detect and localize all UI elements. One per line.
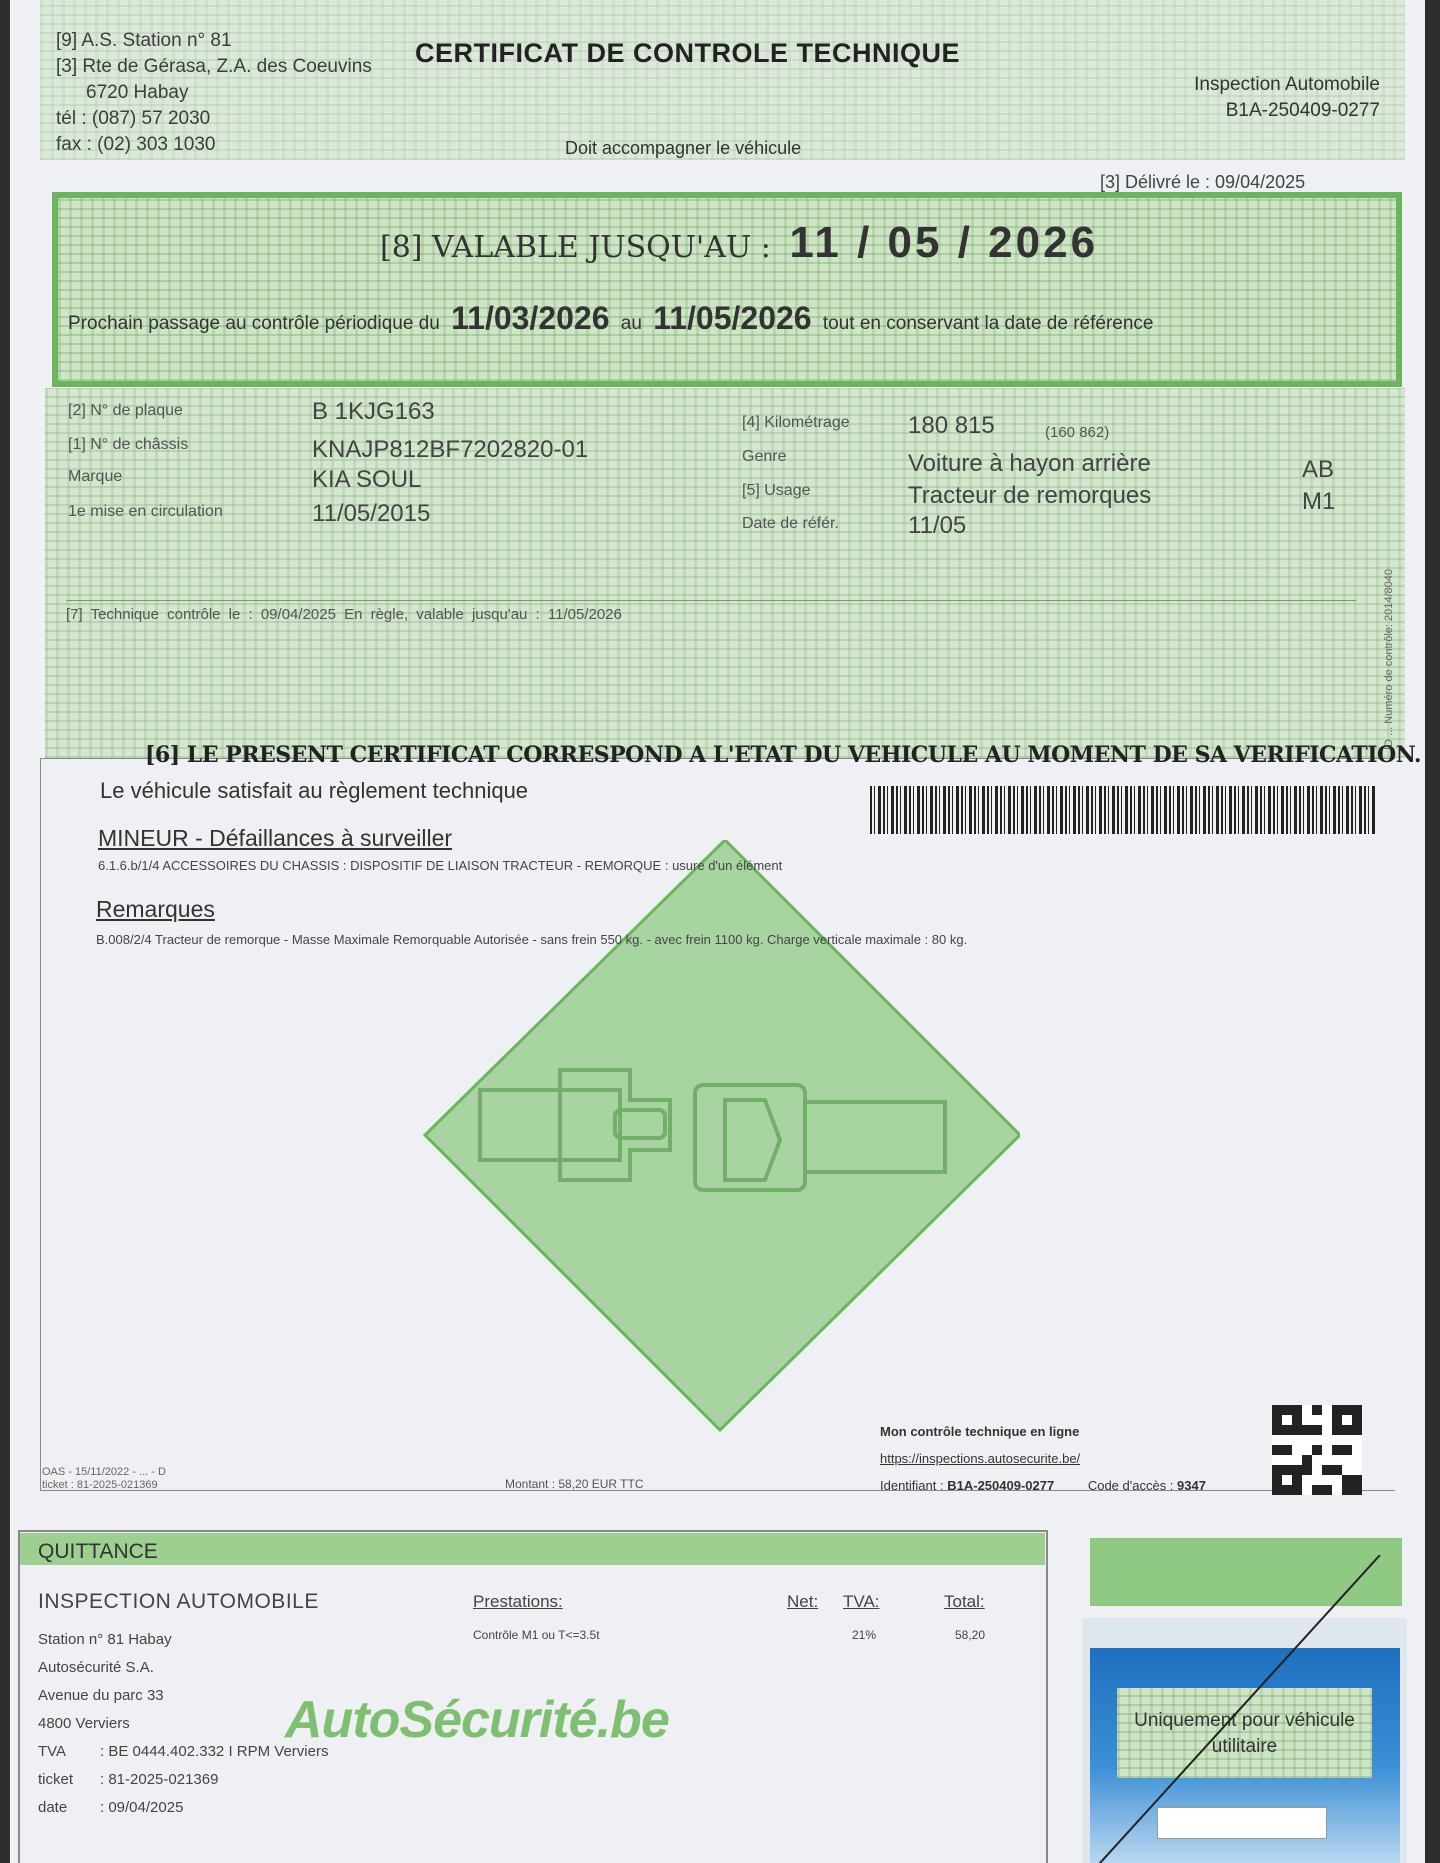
validity-label: [8] VALABLE JUSQU'AU : bbox=[380, 230, 771, 265]
chassis-value: KNAJP812BF7202820-01 bbox=[312, 436, 589, 463]
station-line: tél : (087) 57 2030 bbox=[56, 108, 211, 129]
technical-line: [7] Technique contrôle le : 09/04/2025 En règle, valable jusqu'au : 11/05/2026 bbox=[66, 606, 622, 623]
inspection-label: Inspection Automobile bbox=[1194, 74, 1380, 95]
date-value: : 09/04/2025 bbox=[100, 1799, 184, 1816]
reference-value: 11/05 bbox=[908, 512, 967, 539]
compliance-statement: Le véhicule satisfait au règlement technique bbox=[100, 778, 529, 803]
km-previous: (160 862) bbox=[1045, 424, 1110, 441]
identifiant-value: B1A-250409-0277 bbox=[947, 1478, 1055, 1493]
autosecurite-logo: AutoSécurité.be bbox=[285, 1691, 669, 1749]
reference-label: Date de référ. bbox=[742, 515, 839, 532]
certificate-statement: [6] LE PRESENT CERTIFICAT CORRESPOND A L'ETAT DU VEHICULE AU MOMENT DE SA VERIFICATION. bbox=[145, 742, 1422, 768]
prestations-header: Prestations: bbox=[473, 1592, 563, 1611]
issue-date: [3] Délivré le : 09/04/2025 bbox=[1100, 172, 1306, 192]
document-title: CERTIFICAT DE CONTROLE TECHNIQUE bbox=[415, 38, 960, 68]
frame-left bbox=[40, 758, 41, 1490]
quittance-station: Station n° 81 Habay bbox=[38, 1631, 172, 1648]
quittance-inspection: INSPECTION AUTOMOBILE bbox=[38, 1590, 319, 1613]
validity-date: 11 / 05 / 2026 bbox=[789, 218, 1099, 267]
chassis-label: [1] N° de châssis bbox=[68, 436, 189, 453]
plate-value: B 1KJG163 bbox=[312, 398, 435, 425]
date-label: date bbox=[38, 1799, 68, 1816]
small-ticket: ticket : 81-2025-021369 bbox=[42, 1479, 158, 1491]
km-label: [4] Kilométrage bbox=[742, 414, 850, 431]
quittance-title: QUITTANCE bbox=[38, 1540, 158, 1563]
document-subtitle: Doit accompagner le véhicule bbox=[565, 138, 802, 158]
minor-defect-item: 6.1.6.b/1/4 ACCESSOIRES DU CHASSIS : DISPOSITIF DE LIAISON TRACTEUR - REMORQUE : usure d'un élément bbox=[98, 858, 783, 873]
next-mid: au bbox=[620, 313, 642, 334]
net-header: Net: bbox=[787, 1592, 819, 1611]
quittance-address: Avenue du parc 33 bbox=[38, 1687, 164, 1704]
km-value: 180 815 bbox=[908, 412, 995, 439]
access-code-label: Code d'accès : bbox=[1087, 1478, 1174, 1493]
brand-label: Marque bbox=[68, 468, 123, 485]
small-code: OAS - 15/11/2022 - ... - D bbox=[42, 1466, 166, 1478]
ticket-label: ticket bbox=[38, 1771, 74, 1788]
station-line: [3] Rte de Gérasa, Z.A. des Coeuvins bbox=[56, 56, 372, 77]
station-info bbox=[56, 28, 372, 158]
first-reg-value: 11/05/2015 bbox=[312, 500, 431, 527]
usage-value: Tracteur de remorques bbox=[908, 482, 1152, 509]
qr-code-icon bbox=[1272, 1405, 1362, 1495]
tva-label: TVA bbox=[38, 1743, 67, 1760]
remarks-title: Remarques bbox=[96, 896, 215, 922]
side-vertical-text: ID ... Numéro de contrôle: 2014/8040 bbox=[1383, 569, 1395, 750]
first-reg-label: 1e mise en circulation bbox=[68, 503, 223, 520]
online-title: Mon contrôle technique en ligne bbox=[880, 1424, 1080, 1439]
inspection-id: B1A-250409-0277 bbox=[1225, 100, 1380, 121]
quittance-company: Autosécurité S.A. bbox=[38, 1659, 154, 1676]
plate-label: [2] N° de plaque bbox=[68, 402, 183, 419]
next-from-date: 11/03/2026 bbox=[451, 300, 610, 336]
next-suffix: tout en conservant la date de référence bbox=[822, 313, 1154, 334]
remarks-item: B.008/2/4 Tracteur de remorque - Masse Maximale Remorquable Autorisée - sans frein 550 kg. - avec frein 1100 kg. Charge verticale maximale : 80 kg. bbox=[96, 932, 968, 947]
next-to-date: 11/05/2026 bbox=[653, 300, 812, 336]
usage-code: M1 bbox=[1302, 488, 1336, 515]
seatbelt-diamond-icon bbox=[420, 840, 1020, 1440]
total-header: Total: bbox=[944, 1592, 985, 1611]
prestation-item: Contrôle M1 ou T<=3.5t bbox=[473, 1628, 600, 1642]
genre-value: Voiture à hayon arrière bbox=[908, 450, 1151, 477]
small-ticket-info bbox=[42, 1466, 166, 1492]
utility-only-box: Uniquement pour véhicule utilitaire bbox=[1117, 1688, 1372, 1778]
station-line: fax : (02) 303 1030 bbox=[56, 134, 216, 155]
minor-defects-title: MINEUR - Défaillances à surveiller bbox=[98, 825, 453, 851]
station-line: [9] A.S. Station n° 81 bbox=[56, 30, 232, 51]
tva-header: TVA: bbox=[843, 1592, 880, 1611]
usage-label: [5] Usage bbox=[742, 482, 811, 499]
access-code-value: 9347 bbox=[1177, 1478, 1206, 1493]
genre-code: AB bbox=[1302, 456, 1335, 483]
next-inspection-line bbox=[68, 300, 1153, 337]
online-link[interactable]: https://inspections.autosecurite.be/ bbox=[880, 1451, 1081, 1466]
next-prefix: Prochain passage au contrôle périodique du bbox=[68, 313, 440, 334]
online-info bbox=[880, 1418, 1206, 1499]
prestation-tva: 21% bbox=[852, 1628, 877, 1642]
quittance-city: 4800 Verviers bbox=[38, 1715, 130, 1732]
inspection-info bbox=[1140, 72, 1380, 124]
amount: Montant : 58,20 EUR TTC bbox=[505, 1477, 644, 1491]
tva-value: : BE 0444.402.332 I RPM Verviers bbox=[100, 1743, 329, 1760]
diagonal-strike-line bbox=[1080, 1555, 1410, 1863]
brand-value: KIA SOUL bbox=[312, 466, 422, 493]
identifiant-label: Identifiant : bbox=[880, 1478, 944, 1493]
station-line: 6720 Habay bbox=[86, 82, 189, 103]
prestation-total: 58,20 bbox=[955, 1628, 986, 1642]
quittance-bar bbox=[20, 1533, 1045, 1565]
validity-line bbox=[380, 218, 1098, 268]
genre-label: Genre bbox=[742, 448, 787, 465]
tech-rule bbox=[66, 600, 1356, 601]
vehicle-pattern bbox=[45, 388, 1405, 758]
barcode bbox=[870, 786, 1375, 834]
ticket-value: : 81-2025-021369 bbox=[100, 1771, 219, 1788]
